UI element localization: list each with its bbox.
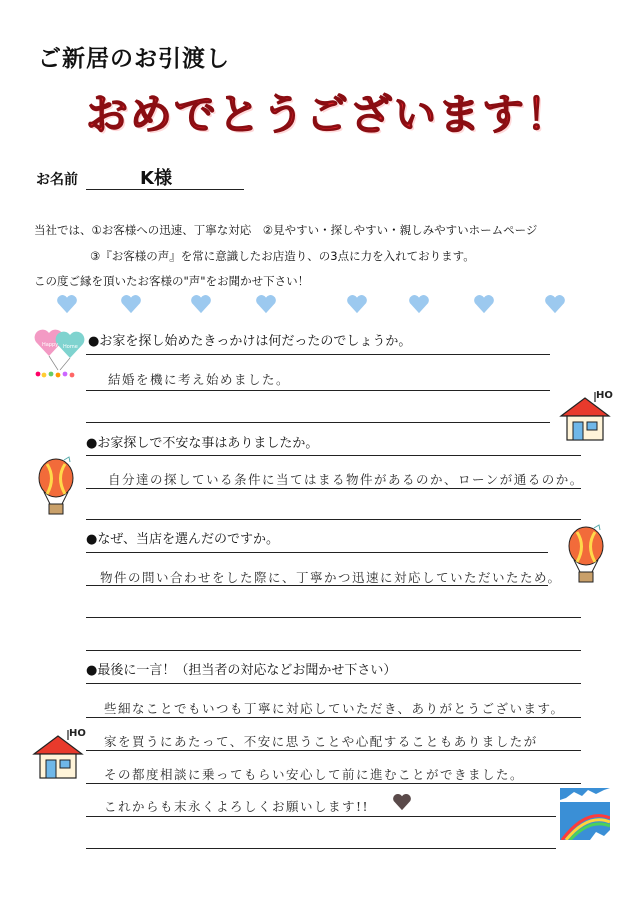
heart-icon	[544, 294, 566, 314]
answer-line	[86, 650, 581, 651]
heart-icon	[56, 294, 78, 314]
answer-line	[86, 585, 548, 586]
svg-text:Happy: Happy	[42, 342, 59, 348]
answer-line	[86, 848, 556, 849]
question-3: ●なぜ、当店を選んだのですか。	[86, 532, 279, 547]
answer-line	[86, 783, 581, 784]
heart-icon	[408, 294, 430, 314]
heart-balloons-icon	[32, 322, 88, 380]
answer-3: 物件の問い合わせをした際に、丁寧かつ迅速に対応していただいたため。	[100, 570, 562, 585]
page-title: おめでとうございます！	[86, 90, 571, 139]
answer-2: 自分達の探している条件に当てはまる物件があるのか、ローンが通るのか。	[108, 472, 584, 487]
answer-line	[86, 390, 550, 391]
answer-4-line-1: 些細なことでもいつも丁寧に対応していただき、ありがとうございます。	[104, 701, 565, 716]
answer-line	[86, 816, 556, 817]
answer-4-line-2: 家を買うにあたって、不安に思うことや心配することもありましたが	[104, 734, 538, 749]
answer-line	[86, 552, 548, 553]
name-underline	[86, 189, 244, 190]
intro-line-1: 当社では、①お客様への迅速、丁寧な対応 ②見やすい・探しやすい・親しみやすいホームページ	[34, 223, 538, 237]
answer-line	[86, 455, 581, 456]
answer-1: 結婚を機に考え始めました。	[108, 372, 291, 387]
svg-text:Home: Home	[63, 344, 78, 350]
answer-4-line-4: これからも末永くよろしくお願いします!!	[104, 799, 370, 814]
answer-line	[86, 717, 581, 718]
answer-line	[86, 519, 581, 520]
doodle-heart-icon	[392, 793, 412, 811]
heart-row	[50, 294, 580, 316]
customer-name: K様	[140, 168, 172, 189]
intro-line-2: ③『お客様の声』を常に意識したお店造り、の3点に力を入れております。	[90, 249, 475, 263]
rainbow-corner-icon	[560, 788, 610, 840]
hot-air-balloon-icon	[36, 456, 78, 518]
answer-line	[86, 750, 581, 751]
hot-air-balloon-icon	[566, 524, 608, 586]
heart-icon	[190, 294, 212, 314]
question-1: ●お家を探し始めたきっかけは何だったのでしょうか。	[88, 334, 412, 349]
name-label: お名前	[36, 172, 78, 188]
house-icon	[555, 388, 615, 446]
answer-4-line-3: その都度相談に乗ってもらい安心して前に進むことができました。	[104, 767, 525, 782]
answer-line	[86, 422, 550, 423]
svg-text:HO: HO	[69, 728, 86, 739]
answer-line	[86, 617, 581, 618]
answer-line	[86, 354, 550, 355]
heart-icon	[473, 294, 495, 314]
intro-line-3: この度ご縁を頂いたお客様の"声"をお聞かせ下さい！	[34, 274, 310, 288]
heart-icon	[255, 294, 277, 314]
answer-line	[86, 683, 581, 684]
answer-line	[86, 488, 581, 489]
house-icon	[28, 726, 88, 784]
heart-icon	[120, 294, 142, 314]
question-4: ●最後に一言！（担当者の対応などお聞かせ下さい）	[86, 663, 397, 678]
subtitle: ご新居のお引渡し	[38, 46, 230, 72]
question-2: ●お家探しで不安な事はありましたか。	[86, 436, 319, 451]
heart-icon	[346, 294, 368, 314]
svg-text:HO: HO	[596, 390, 613, 401]
